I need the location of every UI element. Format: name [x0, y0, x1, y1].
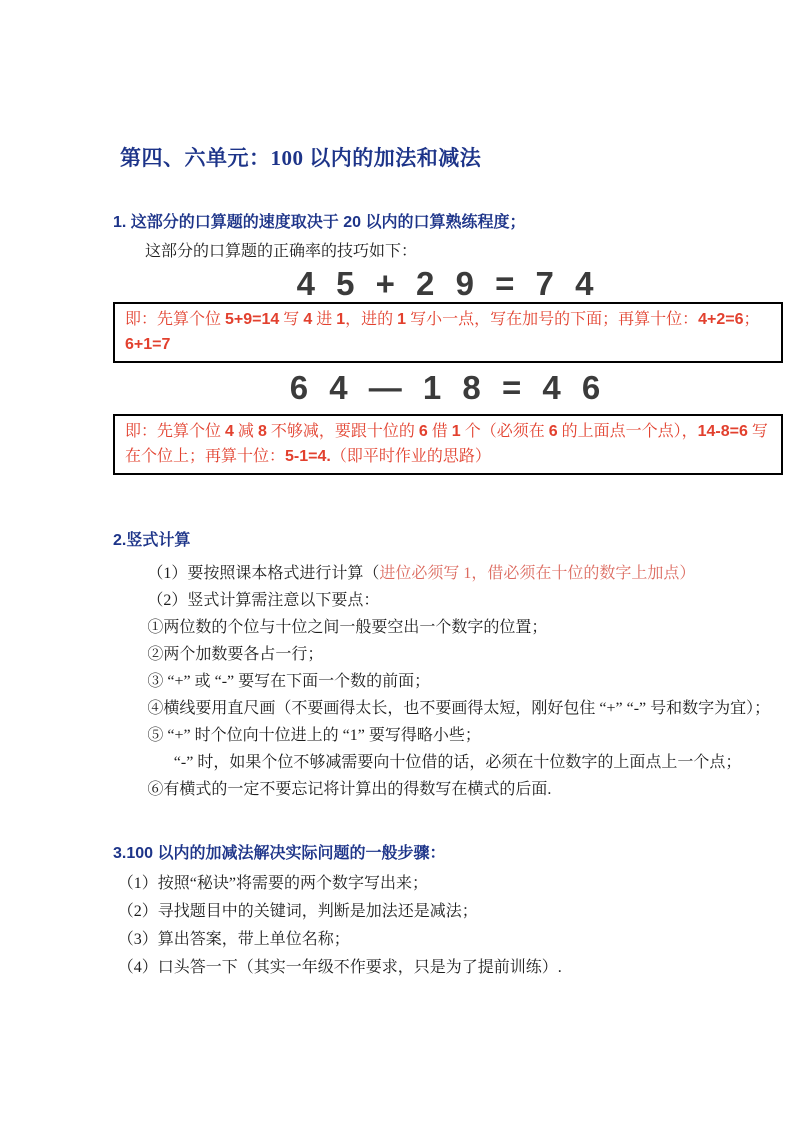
- section2-bullet-7: ⑥有横式的一定不要忘记将计算出的得数写在横式的后面.: [147, 781, 552, 798]
- subtraction-note-box: 即：先算个位 4 减 8 不够减，要跟十位的 6 借 1 个（必须在 6 的上面点一个点），14-8=6 写在个位上；再算十位：5-1=4.（即平时作业的思路）: [113, 414, 783, 475]
- section2-point1: （1）要按照课本格式进行计算（进位必须写 1，借必须在十位的数字上加点）: [147, 565, 696, 582]
- section1-heading: 1. 这部分的口算题的速度取决于 20 以内的口算熟练程度；: [113, 214, 526, 231]
- section2-heading: 2.竖式计算: [113, 532, 191, 549]
- section2-bullet-1: ①两位数的个位与十位之间一般要空出一个数字的位置；: [147, 619, 548, 636]
- section2-bullet-4: ④横线要用直尺画（不要画得太长，也不要画得太短，刚好包住 “+” “-” 号和数字为宜）；: [147, 700, 771, 717]
- section2-bullet-3: ③ “+” 或 “-” 要写在下面一个数的前面；: [147, 673, 431, 690]
- subtraction-example: 6 4 — 1 8 = 4 6: [289, 369, 607, 406]
- section3-step-1: （1）按照“秘诀”将需要的两个数字写出来；: [117, 875, 429, 892]
- addition-note-box: 即：先算个位 5+9=14 写 4 进 1，进的 1 写小一点，写在加号的下面；再算十位：4+2=6；6+1=7: [113, 302, 783, 363]
- section3-step-2: （2）寻找题目中的关键词，判断是加法还是减法；: [117, 903, 478, 920]
- section2-bullet-2: ②两个加数要各占一行；: [147, 646, 324, 663]
- section3-steps: [113, 870, 783, 982]
- section1-intro: 这部分的口算题的正确率的技巧如下：: [145, 243, 418, 260]
- section3-step-4: （4）口头答一下（其实一年级不作要求，只是为了提前训练）.: [117, 959, 562, 976]
- section2-point2: （2）竖式计算需注意以下要点：: [147, 592, 380, 609]
- section3-step-3: （3）算出答案，带上单位名称；: [117, 931, 350, 948]
- section3-heading: 3.100 以内的加减法解决实际问题的一般步骤：: [113, 845, 446, 862]
- page-title: 第四、六单元：100 以内的加法和减法: [120, 146, 482, 170]
- section2-bullet-5: ⑤ “+” 时个位向十位进上的 “1” 要写得略小些；: [147, 727, 481, 744]
- addition-example: 4 5 + 2 9 = 7 4: [296, 265, 600, 302]
- document-content: [113, 146, 783, 982]
- section2-bullet-6: “-” 时，如果个位不够减需要向十位借的话，必须在十位数字的上面点上一个点；: [173, 754, 742, 771]
